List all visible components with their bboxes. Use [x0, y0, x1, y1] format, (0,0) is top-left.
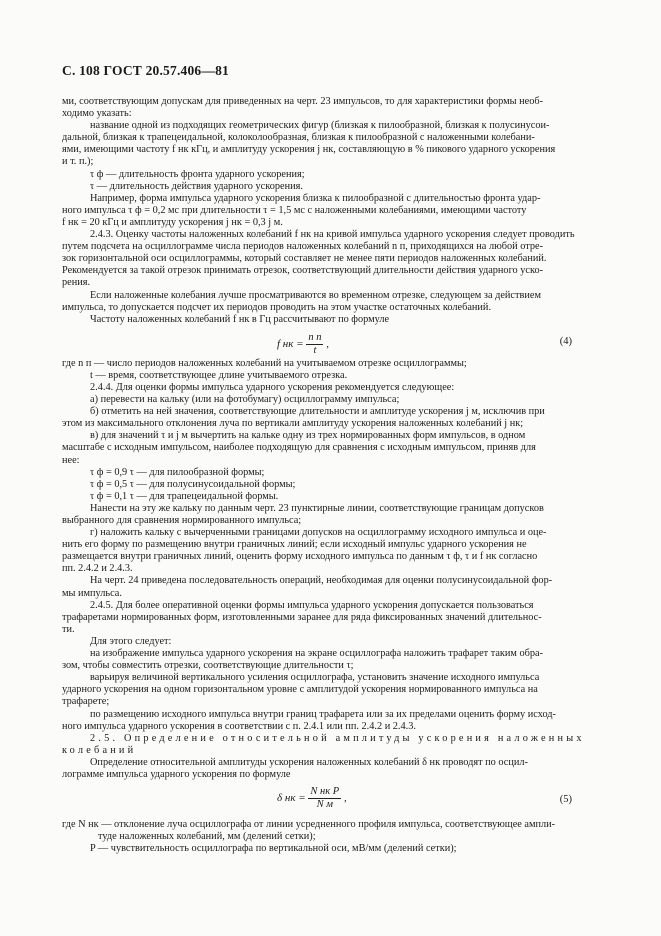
text-line: На черт. 24 приведена последовательность операций, необходимая для оценки полусинусоидальной фор-	[90, 575, 553, 587]
text-line: и т. п.);	[62, 156, 94, 168]
text-line: по размещению исходного импульса внутри границ трафарета или за их пределами оценить форму исход-	[90, 708, 556, 720]
text-line: ями, имеющими частоту f нк кГц, и амплитуду ускорения j нк, составляющую в % пикового ударного ускорения	[62, 144, 556, 156]
text-line: зом, чтобы совместить отрезки, соответствующие длительности τ;	[62, 660, 354, 672]
text-line: ти.	[62, 623, 75, 635]
text-line: Частоту наложенных колебаний f нк в Гц рассчитывают по формуле	[90, 313, 390, 325]
text-line: f нк = 20 кГц и амплитуду ускорения j нк = 0,3 j м.	[62, 216, 283, 228]
text-line: лограмме импульса ударного ускорения по формуле	[62, 768, 291, 780]
page-header: С. 108 ГОСТ 20.57.406—81	[62, 63, 229, 78]
formula-5-lhs: δ нк =	[277, 792, 306, 805]
text-line: Рекомендуется за такой отрезок принимать отрезок, соответствующий длительности действия ударного уско-	[62, 265, 544, 277]
text-line: трафарете;	[62, 696, 110, 708]
formula-5-body	[277, 786, 347, 811]
text-line: P — чувствительность осциллографа по вертикальной оси, мВ/мм (делений сетки);	[90, 843, 457, 855]
formula-4-fraction	[306, 332, 323, 357]
formula-4-denominator: t	[313, 344, 317, 356]
text-line: τ ф = 0,5 τ — для полусинусоидальной формы;	[90, 478, 296, 490]
text-line: трафаретами нормированных форм, изготовленными заранее для ряда фиксированных значений длительнос-	[62, 611, 542, 623]
section-heading: колебаний	[62, 744, 137, 756]
text-line: импульса, то допускается подсчет их периодов проводить на этом участке остаточных колебаний.	[62, 301, 492, 313]
text-line: где N нк — отклонение луча осциллографа от линии усредненного профиля импульса, соответствующее ампли-	[62, 819, 556, 831]
text-line: название одной из подходящих геометрических фигур (близкая к пилообразной, близкая к полусинусои-	[90, 120, 550, 132]
text-line: нее:	[62, 454, 80, 466]
text-line: Нанести на эту же кальку по данным черт. 23 пунктирные линии, соответствующие границам допусков	[90, 502, 544, 514]
text-line: туде наложенных колебаний, мм (делений сетки);	[98, 831, 316, 843]
text-line: 2.4.3. Оценку частоты наложенных колебаний f нк на кривой импульса ударного ускорения следует проводить	[90, 229, 575, 241]
text-line: где n п — число периодов наложенных колебаний на учитываемом отрезке осциллограммы;	[62, 357, 467, 369]
formula-5-tail: ,	[343, 792, 347, 805]
text-line: масштабе с исходным импульсом, наиболее подходящую для сравнения с исходным импульсом, приняв для	[62, 442, 536, 454]
formula-4-lhs: f нк =	[277, 337, 304, 350]
text-line: ного импульса τ ф = 0,2 мс при длительности τ = 1,5 мс с наложенными колебаниями, имеющими частоту	[62, 204, 527, 216]
page-body	[62, 96, 602, 855]
formula-4	[62, 328, 602, 356]
text-line: τ ф = 0,1 τ — для трапецеидальной формы.	[90, 490, 279, 502]
formula-5-number: (5)	[559, 794, 572, 806]
text-line: на изображение импульса ударного ускорения на экране осциллографа наложить трафарет таким обра-	[90, 648, 544, 660]
text-line: τ ф = 0,9 τ — для пилообразной формы;	[90, 466, 265, 478]
text-line: г) наложить кальку с вычерченными границами допусков на осциллограмму исходного импульса и оце-	[90, 527, 547, 539]
text-line: Например, форма импульса ударного ускорения близка к пилообразной с длительностью фронта удар-	[90, 192, 541, 204]
text-line: 2.4.5. Для более оперативной оценки формы импульса ударного ускорения допускается пользоваться	[90, 599, 534, 611]
formula-5	[62, 783, 602, 817]
text-line: б) отметить на ней значения, соответствующие длительности и амплитуде ускорения j м, исключив при	[90, 406, 545, 418]
formula-5-numerator: N нк P	[308, 786, 341, 799]
formula-4-body	[277, 332, 329, 357]
text-line: ми, соответствующим допускам для приведенных на черт. 23 импульсов, то для характеристики формы необ-	[62, 96, 544, 107]
formula-4-number: (4)	[559, 335, 572, 347]
formula-4-numerator: n п	[306, 332, 323, 345]
formula-4-tail: ,	[326, 337, 329, 350]
text-line: в) для значений τ и j м вычертить на кальке одну из трех нормированных форм импульсов, в одном	[90, 430, 526, 442]
formula-5-denominator: N м	[316, 799, 333, 811]
text-line: ударного ускорения на одном горизонтальном уровне с амплитудой ускорения нормированного импульса на	[62, 684, 538, 696]
text-line: τ ф — длительность фронта ударного ускорения;	[90, 168, 305, 180]
text-line: путем подсчета на осциллограмме числа периодов наложенных колебаний n п, приходящихся на любой отре-	[62, 241, 544, 253]
text-line: дальной, близкая к трапецеидальной, колоколообразная, близкая к пилообразной с наложенными колебани-	[62, 132, 535, 144]
text-line: нить его форму по размещению внутри граничных линий; если исходный импульс ударного ускорения не	[62, 539, 527, 551]
text-line: выбранного для сравнения нормированного импульса;	[62, 515, 302, 526]
text-line: Если наложенные колебания лучше просматриваются во временном отрезке, следующем за действием	[90, 289, 541, 301]
text-line: t — время, соответствующее длине учитываемого отрезка.	[90, 369, 348, 381]
text-line: а) перевести на кальку (или на фотобумагу) осциллограмму импульса;	[90, 394, 400, 406]
text-line: варьируя величиной вертикального усиления осциллографа, установить значение исходного импульса	[90, 672, 540, 684]
text-line: размещается внутри граничных линий, оценить форму исходного импульса по данным τ ф, τ и f нк согласно	[62, 551, 538, 563]
section-heading: 2.5. Определение относительной амплитуды ускорения наложенных	[90, 732, 585, 744]
text-line: мы импульса.	[62, 587, 122, 599]
text-line: ходимо указать:	[62, 108, 132, 120]
formula-5-fraction	[308, 786, 341, 811]
text-line: 2.4.4. Для оценки формы импульса ударного ускорения рекомендуется следующее:	[90, 381, 455, 393]
text-line: Определение относительной амплитуды ускорения наложенных колебаний δ нк проводят по осцил-	[90, 756, 528, 768]
text-line: Для этого следует:	[90, 635, 172, 647]
text-line: рения.	[62, 277, 91, 289]
text-line: этом из максимального отклонения луча по вертикали амплитуду ускорения наложенных колебаний j нк;	[62, 418, 524, 430]
text-line: пп. 2.4.2 и 2.4.3.	[62, 563, 133, 575]
text-line: τ — длительность действия ударного ускорения.	[90, 180, 303, 192]
text-line: ного импульса ударного ускорения в соответствии с п. 2.4.1 или пп. 2.4.2 и 2.4.3.	[62, 720, 416, 732]
text-line: зок горизонтальной оси осциллограммы, который составляет не менее пяти периодов наложенных колебаний.	[62, 253, 547, 265]
